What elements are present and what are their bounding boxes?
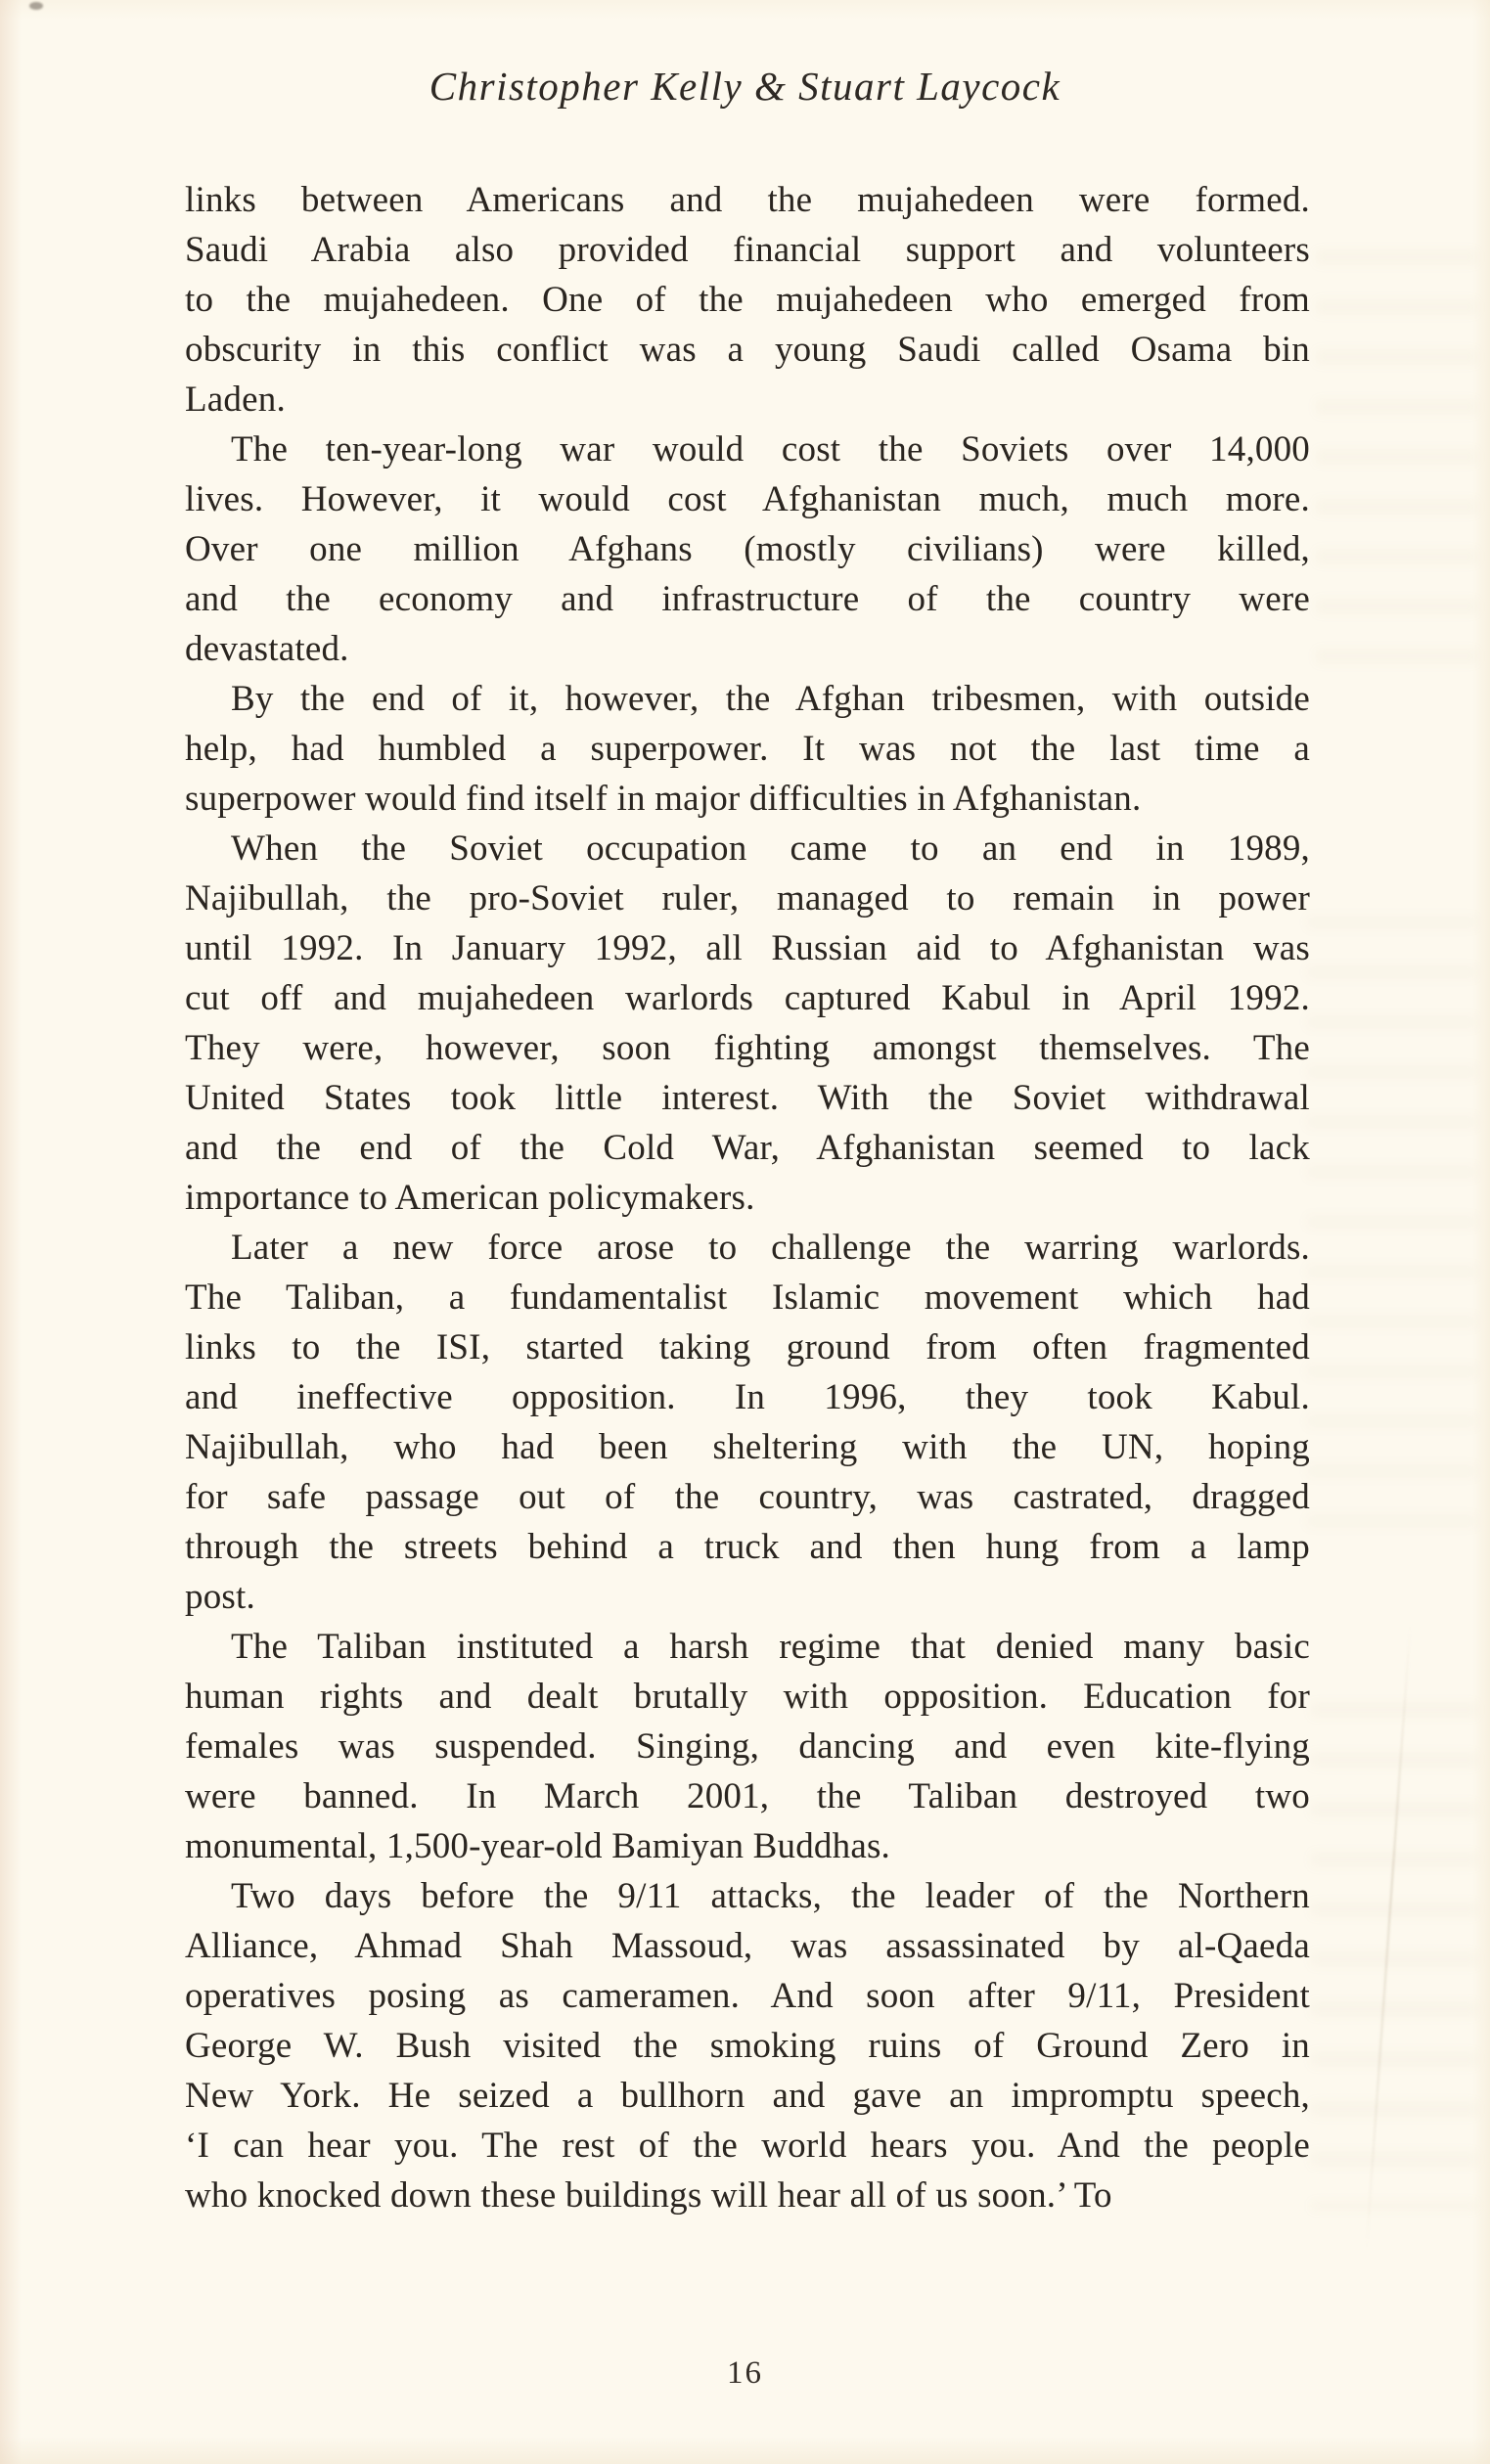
text-line: help, had humbled a superpower. It was not the last time a xyxy=(185,729,1310,769)
text-line: The Taliban, a fundamentalist Islamic movement which had xyxy=(185,1277,1310,1318)
bleed-through-artifact xyxy=(1306,915,1477,1541)
text-line: Over one million Afghans (mostly civilians) were killed, xyxy=(185,529,1310,569)
text-line: Two days before the 9/11 attacks, the leader of the Northern xyxy=(231,1876,1310,1916)
page-crease-artifact xyxy=(1366,1625,1412,2250)
text-line: The ten-year-long war would cost the Soviets over 14,000 xyxy=(231,429,1310,470)
text-line: were banned. In March 2001, the Taliban destroyed two xyxy=(185,1776,1310,1816)
paragraph xyxy=(185,425,1310,674)
paragraph xyxy=(185,1622,1310,1871)
text-line: By the end of it, however, the Afghan tribesmen, with outside xyxy=(231,679,1310,719)
bleed-through-artifact xyxy=(1316,249,1477,670)
text-block xyxy=(185,175,1310,2220)
text-line: monumental, 1,500-year-old Bamiyan Buddhas. xyxy=(185,1826,890,1866)
text-line: post. xyxy=(185,1577,255,1617)
text-line: operatives posing as cameramen. And soon after 9/11, President xyxy=(185,1976,1310,2016)
text-line: links to the ISI, started taking ground from often fragmented xyxy=(185,1327,1310,1367)
text-line: United States took little interest. With the Soviet withdrawal xyxy=(185,1078,1310,1118)
text-line: who knocked down these buildings will hear all of us soon.’ To xyxy=(185,2175,1112,2216)
text-line: females was suspended. Singing, dancing and even kite-flying xyxy=(185,1726,1310,1767)
text-line: lives. However, it would cost Afghanistan much, much more. xyxy=(185,479,1310,519)
bleed-through-artifact xyxy=(1311,1702,1477,2211)
text-line: superpower would find itself in major difficulties in Afghanistan. xyxy=(185,779,1142,819)
paragraph xyxy=(185,1223,1310,1622)
text-line: and the economy and infrastructure of the country were xyxy=(185,579,1310,619)
text-line: Najibullah, the pro-Soviet ruler, managed to remain in power xyxy=(185,878,1310,918)
text-line: Saudi Arabia also provided financial support and volunteers xyxy=(185,230,1310,270)
text-line: Laden. xyxy=(185,380,286,420)
paragraph xyxy=(185,1871,1310,2220)
text-line: and the end of the Cold War, Afghanistan seemed to lack xyxy=(185,1128,1310,1168)
text-line: to the mujahedeen. One of the mujahedeen who emerged from xyxy=(185,280,1310,320)
running-header: Christopher Kelly & Stuart Laycock xyxy=(429,64,1061,109)
text-line: George W. Bush visited the smoking ruins of Ground Zero in xyxy=(185,2026,1310,2066)
text-line: The Taliban instituted a harsh regime that denied many basic xyxy=(231,1627,1310,1667)
paragraph xyxy=(185,175,1310,425)
page-number: 16 xyxy=(727,2355,763,2391)
text-line: human rights and dealt brutally with opposition. Education for xyxy=(185,1677,1310,1717)
text-line: Najibullah, who had been sheltering with the UN, hoping xyxy=(185,1427,1310,1467)
text-line: and ineffective opposition. In 1996, they took Kabul. xyxy=(185,1377,1310,1417)
text-line: for safe passage out of the country, was castrated, dragged xyxy=(185,1477,1310,1517)
paragraph xyxy=(185,674,1310,824)
text-line: importance to American policymakers. xyxy=(185,1178,755,1218)
text-line: obscurity in this conflict was a young Saudi called Osama bin xyxy=(185,330,1310,370)
text-line: until 1992. In January 1992, all Russian aid to Afghanistan was xyxy=(185,928,1310,968)
text-line: Later a new force arose to challenge the warring warlords. xyxy=(231,1228,1310,1268)
text-line: devastated. xyxy=(185,629,349,669)
scan-speck-artifact xyxy=(29,2,43,10)
text-line: New York. He seized a bullhorn and gave an impromptu speech, xyxy=(185,2076,1310,2116)
text-line: ‘I can hear you. The rest of the world hears you. And the people xyxy=(185,2126,1310,2166)
paragraph xyxy=(185,824,1310,1223)
text-line: links between Americans and the mujahedeen were formed. xyxy=(185,180,1310,220)
text-line: through the streets behind a truck and then hung from a lamp xyxy=(185,1527,1310,1567)
text-line: Alliance, Ahmad Shah Massoud, was assassinated by al-Qaeda xyxy=(185,1926,1310,1966)
text-line: They were, however, soon fighting amongst themselves. The xyxy=(185,1028,1310,1068)
text-line: When the Soviet occupation came to an end in 1989, xyxy=(231,829,1310,869)
text-line: cut off and mujahedeen warlords captured Kabul in April 1992. xyxy=(185,978,1310,1018)
